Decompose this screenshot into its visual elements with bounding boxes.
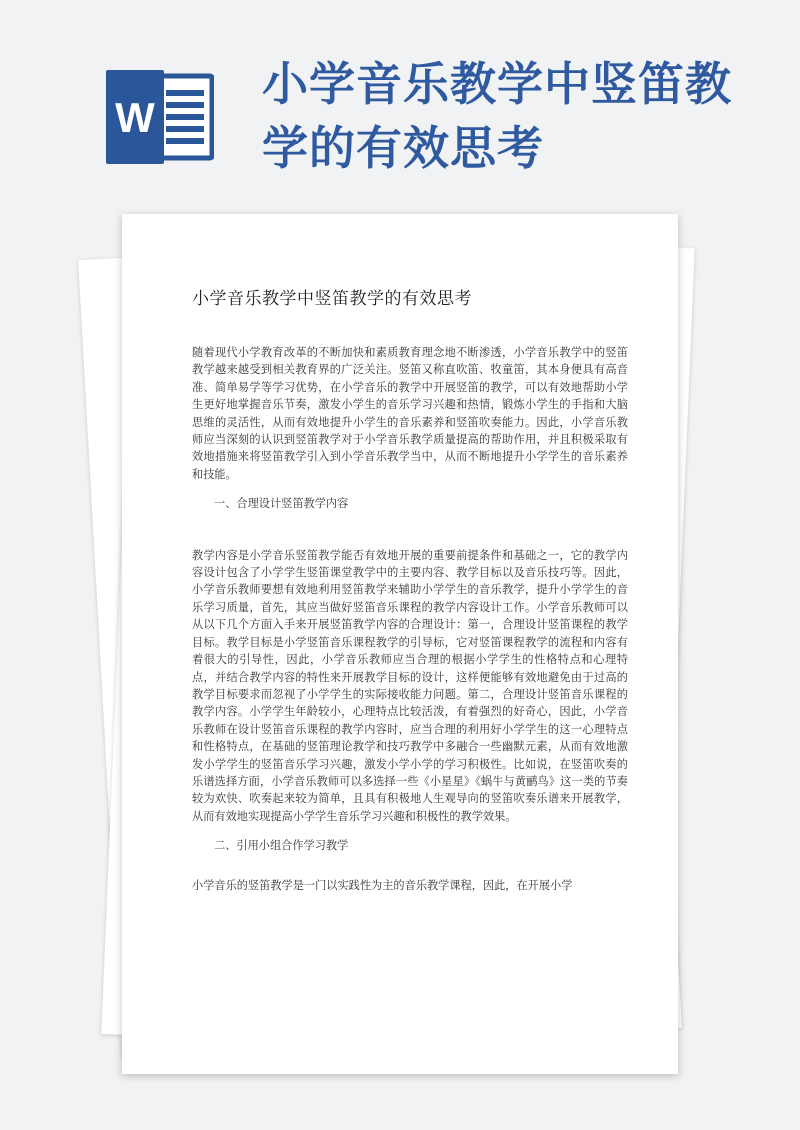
document-page — [122, 214, 678, 1074]
document-title: 小学音乐教学中竖笛教学的有效思考 — [192, 289, 472, 309]
section-heading-2: 二、引用小组合作学习教学 — [214, 839, 349, 853]
section-2-paragraph: 小学音乐的竖笛教学是一门以实践性为主的音乐教学课程，因此，在开展小学 — [192, 878, 573, 892]
section-1-paragraph: 教学内容是小学音乐竖笛教学能否有效地开展的重要前提条件和基础之一，它的教学内容设计包含了小学学生竖笛课堂教学中的主要内容、教学目标以及音乐技巧等。因此，小学音乐教师要想有效地利用竖笛教学来辅助小学学生的音乐教学，提升小学学生的音乐学习质量，首先，其应当做好竖笛音乐课程的教学内容设计工作。小学音乐教师可以从以下几个方面入手来开展竖笛教学内容的合理设计：第一，合理设计竖笛课程的教学目标。教学目标是小学竖笛音乐课程教学的引导标，它对竖笛课程教学的流程和内容有着很大的引导性，因此，小学音乐教师应当合理的根据小学学生的性格特点和心理特点，并结合教学内容的特性来开展教学目标的设计，这样便能够有效地避免由于过高的教学目标要求而忽视了小学学生的实际接收能力问题。第二，合理设计竖笛音乐课程的教学内容。小学学生年龄较小，心理特点比较活泼，有着强烈的好奇心，因此，小学音乐教师在设计竖笛音乐课程的教学内容时，应当合理的利用好小学学生的这一心理特点和性格特点，在基础的竖笛理论教学和技巧教学中多融合一些幽默元素，从而有效地激发小学学生的竖笛音乐学习兴趣，激发小学小学的学习积极性。比如说，在竖笛吹奏的乐谱选择方面，小学音乐教师可以多选择一些《小星星》《蜗牛与黄鹂鸟》这一类的节奏较为欢快、吹奏起来较为简单，且具有积极地人生观导向的竖笛吹奏乐谱来开展教学，从而有效地实现提高小学学生音乐学习兴趣和积极性的教学效果。 — [192, 548, 628, 823]
document-body — [192, 344, 628, 906]
word-logo-letter: W — [115, 94, 155, 141]
section-heading-1: 一、合理设计竖笛教学内容 — [214, 497, 349, 511]
page-title: 小学音乐教学中竖笛教学的有效思考 — [262, 57, 732, 175]
intro-paragraph: 随着现代小学教育改革的不断加快和素质教育理念地不断渗透，小学音乐教学中的竖笛教学越来越受到相关教育界的广泛关注。竖笛又称直吹笛、牧童笛，其本身便具有高音准、简单易学等学习优势，在小学音乐的教学中开展竖笛的教学，可以有效地帮助小学生更好地掌握音乐节奏，激发小学生的音乐学习兴趣和热情，锻炼小学生的手指和大脑思维的灵活性，从而有效地提升小学生的音乐素养和竖笛吹奏能力。因此，小学音乐教师应当深刻的认识到竖笛教学对于小学音乐教学质量提高的帮助作用，并且积极采取有效地措施来将竖笛教学引入到小学音乐教学当中，从而不断地提升小学学生的音乐素养和技能。 — [192, 346, 628, 481]
word-document-icon — [104, 70, 214, 164]
